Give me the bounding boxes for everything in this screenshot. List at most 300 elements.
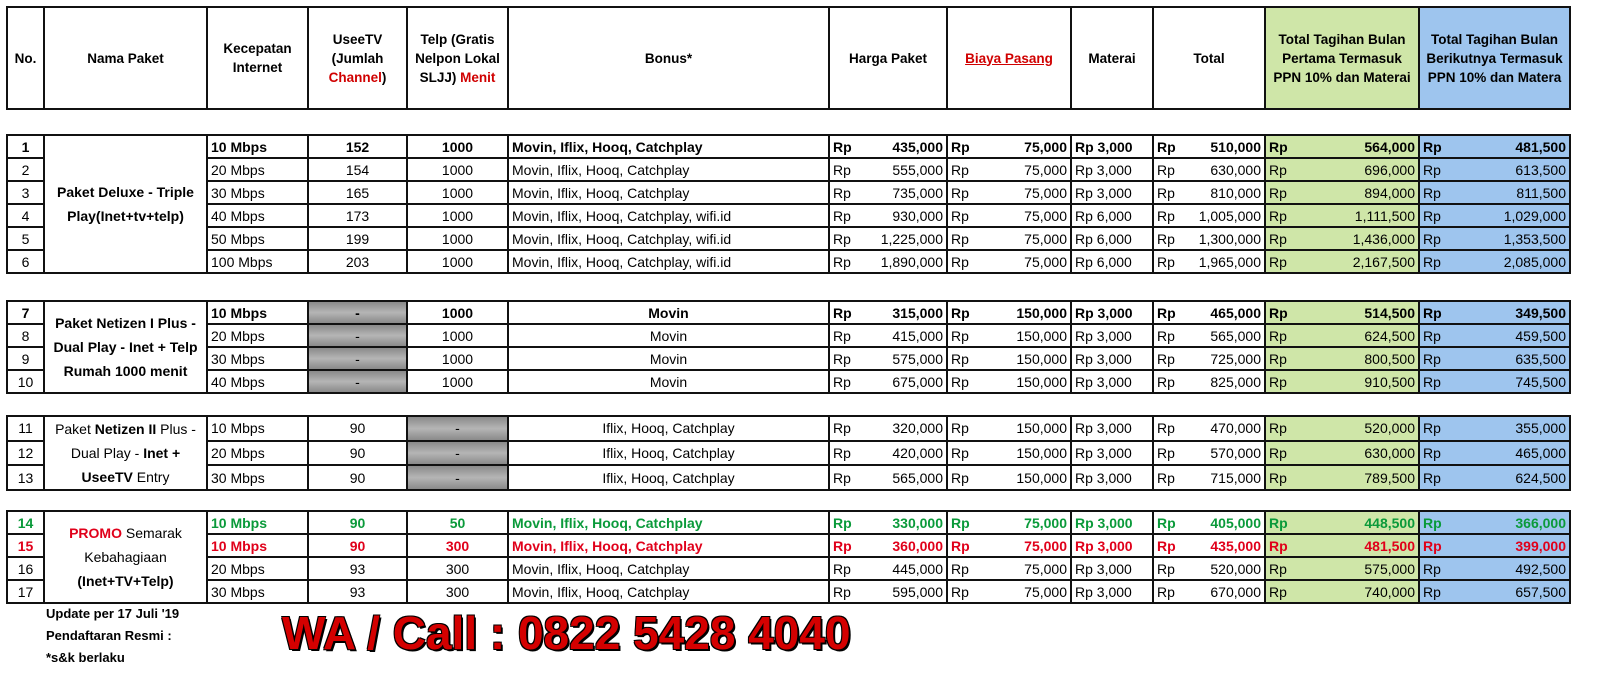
bonus-cell: Iflix, Hooq, Catchplay bbox=[508, 465, 829, 490]
first-bill-amount: 1,436,000 bbox=[1295, 227, 1419, 250]
harga-amount: 1,890,000 bbox=[857, 250, 947, 273]
first-bill-currency: Rp bbox=[1265, 227, 1295, 250]
bonus-cell: Movin, Iflix, Hooq, Catchplay bbox=[508, 181, 829, 204]
harga-currency: Rp bbox=[829, 204, 857, 227]
header-usee-close: ) bbox=[381, 69, 387, 85]
biaya-amount: 150,000 bbox=[975, 465, 1071, 490]
biaya-amount: 75,000 bbox=[975, 557, 1071, 580]
usee-cell: 90 bbox=[308, 441, 407, 466]
bonus-cell: Movin bbox=[508, 347, 829, 370]
harga-amount: 435,000 bbox=[857, 135, 947, 158]
pkg-name-a: Paket bbox=[55, 315, 97, 331]
contact-banner: WA / Call : 0822 5428 4040 bbox=[282, 607, 851, 659]
usee-cell: 203 bbox=[308, 250, 407, 273]
usee-cell: - bbox=[308, 324, 407, 347]
next-bill-amount: 481,500 bbox=[1449, 135, 1570, 158]
row-no: 1 bbox=[7, 135, 44, 158]
first-bill-currency: Rp bbox=[1265, 416, 1295, 441]
biaya-amount: 75,000 bbox=[975, 580, 1071, 603]
row-no: 17 bbox=[7, 580, 44, 603]
first-bill-amount: 514,500 bbox=[1295, 301, 1419, 324]
biaya-currency: Rp bbox=[947, 301, 975, 324]
materai-cell: Rp 3,000 bbox=[1071, 557, 1153, 580]
pkg-name-c: ) bbox=[179, 208, 184, 224]
speed-cell: 30 Mbps bbox=[207, 347, 308, 370]
next-bill-amount: 355,000 bbox=[1449, 416, 1570, 441]
usee-cell: 93 bbox=[308, 557, 407, 580]
total-currency: Rp bbox=[1153, 580, 1181, 603]
harga-currency: Rp bbox=[829, 370, 857, 393]
first-bill-currency: Rp bbox=[1265, 441, 1295, 466]
harga-amount: 575,000 bbox=[857, 347, 947, 370]
first-bill-currency: Rp bbox=[1265, 324, 1295, 347]
first-bill-amount: 630,000 bbox=[1295, 441, 1419, 466]
telp-cell: 1000 bbox=[407, 347, 508, 370]
table-row bbox=[7, 441, 1570, 466]
usee-cell: - bbox=[308, 370, 407, 393]
first-bill-currency: Rp bbox=[1265, 370, 1295, 393]
pendaftaran-note: Pendaftaran Resmi : bbox=[46, 628, 172, 643]
header-materai: Materai bbox=[1071, 7, 1153, 109]
biaya-currency: Rp bbox=[947, 158, 975, 181]
pkg-name-a: Paket bbox=[55, 421, 95, 437]
first-bill-amount: 789,500 bbox=[1295, 465, 1419, 490]
biaya-amount: 75,000 bbox=[975, 158, 1071, 181]
harga-amount: 445,000 bbox=[857, 557, 947, 580]
total-amount: 405,000 bbox=[1181, 511, 1265, 534]
materai-cell: Rp 6,000 bbox=[1071, 227, 1153, 250]
header-kecepatan: Kecepatan Internet bbox=[207, 7, 308, 109]
usee-cell: 90 bbox=[308, 416, 407, 441]
table-row bbox=[7, 465, 1570, 490]
first-bill-amount: 481,500 bbox=[1295, 534, 1419, 557]
row-no: 9 bbox=[7, 347, 44, 370]
group-netizen2-table bbox=[6, 415, 1571, 491]
harga-amount: 735,000 bbox=[857, 181, 947, 204]
total-currency: Rp bbox=[1153, 511, 1181, 534]
next-bill-currency: Rp bbox=[1419, 181, 1449, 204]
bonus-cell: Iflix, Hooq, Catchplay bbox=[508, 441, 829, 466]
total-currency: Rp bbox=[1153, 181, 1181, 204]
biaya-currency: Rp bbox=[947, 557, 975, 580]
package-name bbox=[44, 416, 207, 490]
package-name bbox=[44, 511, 207, 603]
first-bill-currency: Rp bbox=[1265, 580, 1295, 603]
table-row bbox=[7, 324, 1570, 347]
bonus-cell: Movin, Iflix, Hooq, Catchplay bbox=[508, 511, 829, 534]
bonus-cell: Movin bbox=[508, 301, 829, 324]
telp-cell: 1000 bbox=[407, 158, 508, 181]
biaya-currency: Rp bbox=[947, 324, 975, 347]
materai-cell: Rp 3,000 bbox=[1071, 301, 1153, 324]
telp-cell: 1000 bbox=[407, 227, 508, 250]
header-no: No. bbox=[7, 7, 44, 109]
usee-cell: 90 bbox=[308, 534, 407, 557]
table-row bbox=[7, 158, 1570, 181]
first-bill-amount: 894,000 bbox=[1295, 181, 1419, 204]
next-bill-currency: Rp bbox=[1419, 250, 1449, 273]
harga-currency: Rp bbox=[829, 416, 857, 441]
header-usee-channel: Channel bbox=[328, 69, 382, 85]
materai-cell: Rp 3,000 bbox=[1071, 347, 1153, 370]
first-bill-currency: Rp bbox=[1265, 135, 1295, 158]
telp-cell: 300 bbox=[407, 534, 508, 557]
pkg-name-d: Inet + Telp Rumah bbox=[63, 339, 198, 379]
harga-currency: Rp bbox=[829, 465, 857, 490]
telp-cell: 1000 bbox=[407, 324, 508, 347]
total-currency: Rp bbox=[1153, 204, 1181, 227]
header-biaya-text: Biaya Pasang bbox=[965, 50, 1053, 66]
total-amount: 825,000 bbox=[1181, 370, 1265, 393]
biaya-currency: Rp bbox=[947, 250, 975, 273]
header-telp-text: Telp (Gratis Nelpon Lokal SLJJ) bbox=[415, 31, 500, 85]
speed-cell: 20 Mbps bbox=[207, 557, 308, 580]
speed-cell: 50 Mbps bbox=[207, 227, 308, 250]
harga-currency: Rp bbox=[829, 557, 857, 580]
total-currency: Rp bbox=[1153, 534, 1181, 557]
speed-cell: 20 Mbps bbox=[207, 441, 308, 466]
row-no: 3 bbox=[7, 181, 44, 204]
materai-cell: Rp 3,000 bbox=[1071, 158, 1153, 181]
harga-amount: 595,000 bbox=[857, 580, 947, 603]
next-bill-currency: Rp bbox=[1419, 416, 1449, 441]
table-row bbox=[7, 347, 1570, 370]
pkg-name-d: Inet + UseeTV bbox=[81, 445, 181, 485]
pkg-name-b: Netizen II bbox=[94, 421, 157, 437]
harga-currency: Rp bbox=[829, 250, 857, 273]
usee-cell: 152 bbox=[308, 135, 407, 158]
total-amount: 510,000 bbox=[1181, 135, 1265, 158]
speed-cell: 40 Mbps bbox=[207, 370, 308, 393]
biaya-amount: 150,000 bbox=[975, 441, 1071, 466]
pkg-name-e: 1000 menit bbox=[111, 363, 188, 379]
row-no: 10 bbox=[7, 370, 44, 393]
telp-cell: - bbox=[407, 441, 508, 466]
next-bill-currency: Rp bbox=[1419, 135, 1449, 158]
first-bill-amount: 624,500 bbox=[1295, 324, 1419, 347]
total-currency: Rp bbox=[1153, 227, 1181, 250]
first-bill-currency: Rp bbox=[1265, 534, 1295, 557]
header-total: Total bbox=[1153, 7, 1265, 109]
telp-cell: 1000 bbox=[407, 181, 508, 204]
telp-cell: 300 bbox=[407, 557, 508, 580]
next-bill-currency: Rp bbox=[1419, 158, 1449, 181]
table-row bbox=[7, 557, 1570, 580]
bonus-cell: Movin, Iflix, Hooq, Catchplay bbox=[508, 580, 829, 603]
bonus-cell: Movin bbox=[508, 324, 829, 347]
total-currency: Rp bbox=[1153, 158, 1181, 181]
next-bill-currency: Rp bbox=[1419, 557, 1449, 580]
harga-currency: Rp bbox=[829, 181, 857, 204]
header-usee bbox=[308, 7, 407, 109]
pkg-name-c: Plus - Dual Play - bbox=[70, 421, 196, 461]
telp-cell: 1000 bbox=[407, 370, 508, 393]
row-no: 14 bbox=[7, 511, 44, 534]
materai-cell: Rp 3,000 bbox=[1071, 181, 1153, 204]
telp-cell: 1000 bbox=[407, 135, 508, 158]
table-row bbox=[7, 181, 1570, 204]
first-bill-currency: Rp bbox=[1265, 204, 1295, 227]
total-amount: 465,000 bbox=[1181, 301, 1265, 324]
first-bill-amount: 575,000 bbox=[1295, 557, 1419, 580]
biaya-currency: Rp bbox=[947, 511, 975, 534]
harga-amount: 415,000 bbox=[857, 324, 947, 347]
table-row bbox=[7, 416, 1570, 441]
row-no: 11 bbox=[7, 416, 44, 441]
total-amount: 570,000 bbox=[1181, 441, 1265, 466]
biaya-currency: Rp bbox=[947, 204, 975, 227]
materai-cell: Rp 3,000 bbox=[1071, 465, 1153, 490]
next-bill-amount: 349,500 bbox=[1449, 301, 1570, 324]
next-bill-currency: Rp bbox=[1419, 204, 1449, 227]
next-bill-currency: Rp bbox=[1419, 534, 1449, 557]
first-bill-currency: Rp bbox=[1265, 557, 1295, 580]
total-currency: Rp bbox=[1153, 250, 1181, 273]
group-netizen1-table bbox=[6, 300, 1571, 394]
first-bill-amount: 1,111,500 bbox=[1295, 204, 1419, 227]
harga-amount: 315,000 bbox=[857, 301, 947, 324]
table-row bbox=[7, 227, 1570, 250]
table-row bbox=[7, 534, 1570, 557]
footer-notes bbox=[46, 603, 179, 669]
harga-amount: 675,000 bbox=[857, 370, 947, 393]
header-bonus: Bonus* bbox=[508, 7, 829, 109]
usee-cell: 154 bbox=[308, 158, 407, 181]
total-currency: Rp bbox=[1153, 465, 1181, 490]
biaya-currency: Rp bbox=[947, 181, 975, 204]
bonus-cell: Movin, Iflix, Hooq, Catchplay bbox=[508, 158, 829, 181]
biaya-amount: 75,000 bbox=[975, 227, 1071, 250]
total-amount: 630,000 bbox=[1181, 158, 1265, 181]
next-bill-currency: Rp bbox=[1419, 324, 1449, 347]
usee-cell: 173 bbox=[308, 204, 407, 227]
total-amount: 715,000 bbox=[1181, 465, 1265, 490]
bonus-cell: Movin, Iflix, Hooq, Catchplay bbox=[508, 534, 829, 557]
row-no: 4 bbox=[7, 204, 44, 227]
first-bill-amount: 564,000 bbox=[1295, 135, 1419, 158]
sk-note: *s&k berlaku bbox=[46, 650, 125, 665]
materai-cell: Rp 3,000 bbox=[1071, 324, 1153, 347]
total-amount: 470,000 bbox=[1181, 416, 1265, 441]
speed-cell: 10 Mbps bbox=[207, 534, 308, 557]
harga-currency: Rp bbox=[829, 441, 857, 466]
row-no: 13 bbox=[7, 465, 44, 490]
total-amount: 1,300,000 bbox=[1181, 227, 1265, 250]
biaya-currency: Rp bbox=[947, 347, 975, 370]
usee-cell: 165 bbox=[308, 181, 407, 204]
pkg-name-c: Plus - Dual Play - bbox=[53, 315, 196, 355]
speed-cell: 10 Mbps bbox=[207, 511, 308, 534]
header-usee-text: UseeTV (Jumlah bbox=[331, 31, 384, 66]
first-bill-currency: Rp bbox=[1265, 158, 1295, 181]
table-row bbox=[7, 511, 1570, 534]
speed-cell: 40 Mbps bbox=[207, 204, 308, 227]
row-no: 16 bbox=[7, 557, 44, 580]
next-bill-amount: 635,500 bbox=[1449, 347, 1570, 370]
first-bill-amount: 448,500 bbox=[1295, 511, 1419, 534]
total-currency: Rp bbox=[1153, 416, 1181, 441]
harga-currency: Rp bbox=[829, 158, 857, 181]
table-row bbox=[7, 204, 1570, 227]
next-bill-amount: 366,000 bbox=[1449, 511, 1570, 534]
row-no: 15 bbox=[7, 534, 44, 557]
materai-cell: Rp 6,000 bbox=[1071, 250, 1153, 273]
next-bill-amount: 492,500 bbox=[1449, 557, 1570, 580]
telp-cell: - bbox=[407, 416, 508, 441]
table-row bbox=[7, 250, 1570, 273]
bonus-cell: Movin, Iflix, Hooq, Catchplay, wifi.id bbox=[508, 250, 829, 273]
next-bill-amount: 657,500 bbox=[1449, 580, 1570, 603]
usee-cell: 90 bbox=[308, 511, 407, 534]
pkg-name-c: (Inet+TV+Telp) bbox=[77, 573, 174, 589]
harga-currency: Rp bbox=[829, 324, 857, 347]
row-no: 7 bbox=[7, 301, 44, 324]
harga-currency: Rp bbox=[829, 227, 857, 250]
usee-cell: 90 bbox=[308, 465, 407, 490]
materai-cell: Rp 3,000 bbox=[1071, 511, 1153, 534]
biaya-currency: Rp bbox=[947, 580, 975, 603]
bonus-cell: Movin, Iflix, Hooq, Catchplay bbox=[508, 135, 829, 158]
total-amount: 435,000 bbox=[1181, 534, 1265, 557]
next-bill-amount: 613,500 bbox=[1449, 158, 1570, 181]
pkg-name-b: Inet+tv+telp bbox=[100, 208, 180, 224]
materai-cell: Rp 3,000 bbox=[1071, 370, 1153, 393]
first-bill-currency: Rp bbox=[1265, 465, 1295, 490]
group-promo-table bbox=[6, 510, 1571, 604]
biaya-currency: Rp bbox=[947, 135, 975, 158]
total-currency: Rp bbox=[1153, 135, 1181, 158]
price-table-header bbox=[6, 6, 1571, 110]
telp-cell: 1000 bbox=[407, 301, 508, 324]
total-currency: Rp bbox=[1153, 324, 1181, 347]
speed-cell: 30 Mbps bbox=[207, 465, 308, 490]
total-amount: 1,005,000 bbox=[1181, 204, 1265, 227]
next-bill-amount: 2,085,000 bbox=[1449, 250, 1570, 273]
header-tagihan-pertama: Total Tagihan Bulan Pertama Termasuk PPN 10% dan Materai bbox=[1265, 7, 1419, 109]
pkg-name-e: Entry bbox=[132, 469, 170, 485]
next-bill-amount: 465,000 bbox=[1449, 441, 1570, 466]
row-no: 2 bbox=[7, 158, 44, 181]
harga-amount: 930,000 bbox=[857, 204, 947, 227]
group-deluxe-table bbox=[6, 134, 1571, 274]
speed-cell: 30 Mbps bbox=[207, 181, 308, 204]
row-no: 12 bbox=[7, 441, 44, 466]
biaya-currency: Rp bbox=[947, 227, 975, 250]
header-biaya bbox=[947, 7, 1071, 109]
biaya-currency: Rp bbox=[947, 465, 975, 490]
bonus-cell: Movin bbox=[508, 370, 829, 393]
harga-currency: Rp bbox=[829, 135, 857, 158]
header-telp-menit: Menit bbox=[460, 69, 496, 85]
next-bill-currency: Rp bbox=[1419, 227, 1449, 250]
harga-amount: 320,000 bbox=[857, 416, 947, 441]
pkg-name-promo: PROMO bbox=[69, 525, 122, 541]
speed-cell: 100 Mbps bbox=[207, 250, 308, 273]
materai-cell: Rp 3,000 bbox=[1071, 580, 1153, 603]
speed-cell: 10 Mbps bbox=[207, 416, 308, 441]
speed-cell: 30 Mbps bbox=[207, 580, 308, 603]
next-bill-currency: Rp bbox=[1419, 511, 1449, 534]
row-no: 8 bbox=[7, 324, 44, 347]
package-name bbox=[44, 135, 207, 273]
pkg-name-a: Paket Deluxe - Triple Play( bbox=[57, 184, 194, 224]
total-currency: Rp bbox=[1153, 370, 1181, 393]
next-bill-currency: Rp bbox=[1419, 465, 1449, 490]
biaya-amount: 150,000 bbox=[975, 324, 1071, 347]
next-bill-amount: 624,500 bbox=[1449, 465, 1570, 490]
bonus-cell: Movin, Iflix, Hooq, Catchplay, wifi.id bbox=[508, 204, 829, 227]
table-row bbox=[7, 135, 1570, 158]
pkg-name-b: Netizen I bbox=[96, 315, 154, 331]
usee-cell: - bbox=[308, 347, 407, 370]
speed-cell: 20 Mbps bbox=[207, 324, 308, 347]
harga-amount: 1,225,000 bbox=[857, 227, 947, 250]
first-bill-currency: Rp bbox=[1265, 181, 1295, 204]
biaya-amount: 150,000 bbox=[975, 370, 1071, 393]
biaya-amount: 75,000 bbox=[975, 534, 1071, 557]
next-bill-amount: 1,029,000 bbox=[1449, 204, 1570, 227]
materai-cell: Rp 6,000 bbox=[1071, 204, 1153, 227]
next-bill-amount: 1,353,500 bbox=[1449, 227, 1570, 250]
first-bill-amount: 2,167,500 bbox=[1295, 250, 1419, 273]
usee-cell: 93 bbox=[308, 580, 407, 603]
next-bill-amount: 745,500 bbox=[1449, 370, 1570, 393]
biaya-currency: Rp bbox=[947, 416, 975, 441]
telp-cell: 1000 bbox=[407, 204, 508, 227]
next-bill-amount: 459,500 bbox=[1449, 324, 1570, 347]
biaya-amount: 75,000 bbox=[975, 135, 1071, 158]
materai-cell: Rp 3,000 bbox=[1071, 534, 1153, 557]
harga-amount: 330,000 bbox=[857, 511, 947, 534]
package-name bbox=[44, 301, 207, 393]
next-bill-amount: 811,500 bbox=[1449, 181, 1570, 204]
harga-currency: Rp bbox=[829, 534, 857, 557]
speed-cell: 20 Mbps bbox=[207, 158, 308, 181]
telp-cell: 300 bbox=[407, 580, 508, 603]
biaya-amount: 150,000 bbox=[975, 347, 1071, 370]
total-amount: 520,000 bbox=[1181, 557, 1265, 580]
bonus-cell: Iflix, Hooq, Catchplay bbox=[508, 416, 829, 441]
next-bill-amount: 399,000 bbox=[1449, 534, 1570, 557]
total-currency: Rp bbox=[1153, 301, 1181, 324]
harga-amount: 555,000 bbox=[857, 158, 947, 181]
materai-cell: Rp 3,000 bbox=[1071, 135, 1153, 158]
table-row bbox=[7, 301, 1570, 324]
harga-amount: 360,000 bbox=[857, 534, 947, 557]
next-bill-currency: Rp bbox=[1419, 301, 1449, 324]
table-row bbox=[7, 580, 1570, 603]
materai-cell: Rp 3,000 bbox=[1071, 416, 1153, 441]
row-no: 6 bbox=[7, 250, 44, 273]
speed-cell: 10 Mbps bbox=[207, 135, 308, 158]
biaya-amount: 150,000 bbox=[975, 301, 1071, 324]
total-amount: 810,000 bbox=[1181, 181, 1265, 204]
harga-currency: Rp bbox=[829, 580, 857, 603]
harga-currency: Rp bbox=[829, 511, 857, 534]
biaya-currency: Rp bbox=[947, 534, 975, 557]
next-bill-currency: Rp bbox=[1419, 370, 1449, 393]
first-bill-amount: 520,000 bbox=[1295, 416, 1419, 441]
harga-amount: 420,000 bbox=[857, 441, 947, 466]
biaya-amount: 75,000 bbox=[975, 181, 1071, 204]
first-bill-currency: Rp bbox=[1265, 347, 1295, 370]
first-bill-amount: 696,000 bbox=[1295, 158, 1419, 181]
header-telp bbox=[407, 7, 508, 109]
next-bill-currency: Rp bbox=[1419, 580, 1449, 603]
update-note: Update per 17 Juli '19 bbox=[46, 606, 180, 621]
bonus-cell: Movin, Iflix, Hooq, Catchplay bbox=[508, 557, 829, 580]
first-bill-amount: 800,500 bbox=[1295, 347, 1419, 370]
